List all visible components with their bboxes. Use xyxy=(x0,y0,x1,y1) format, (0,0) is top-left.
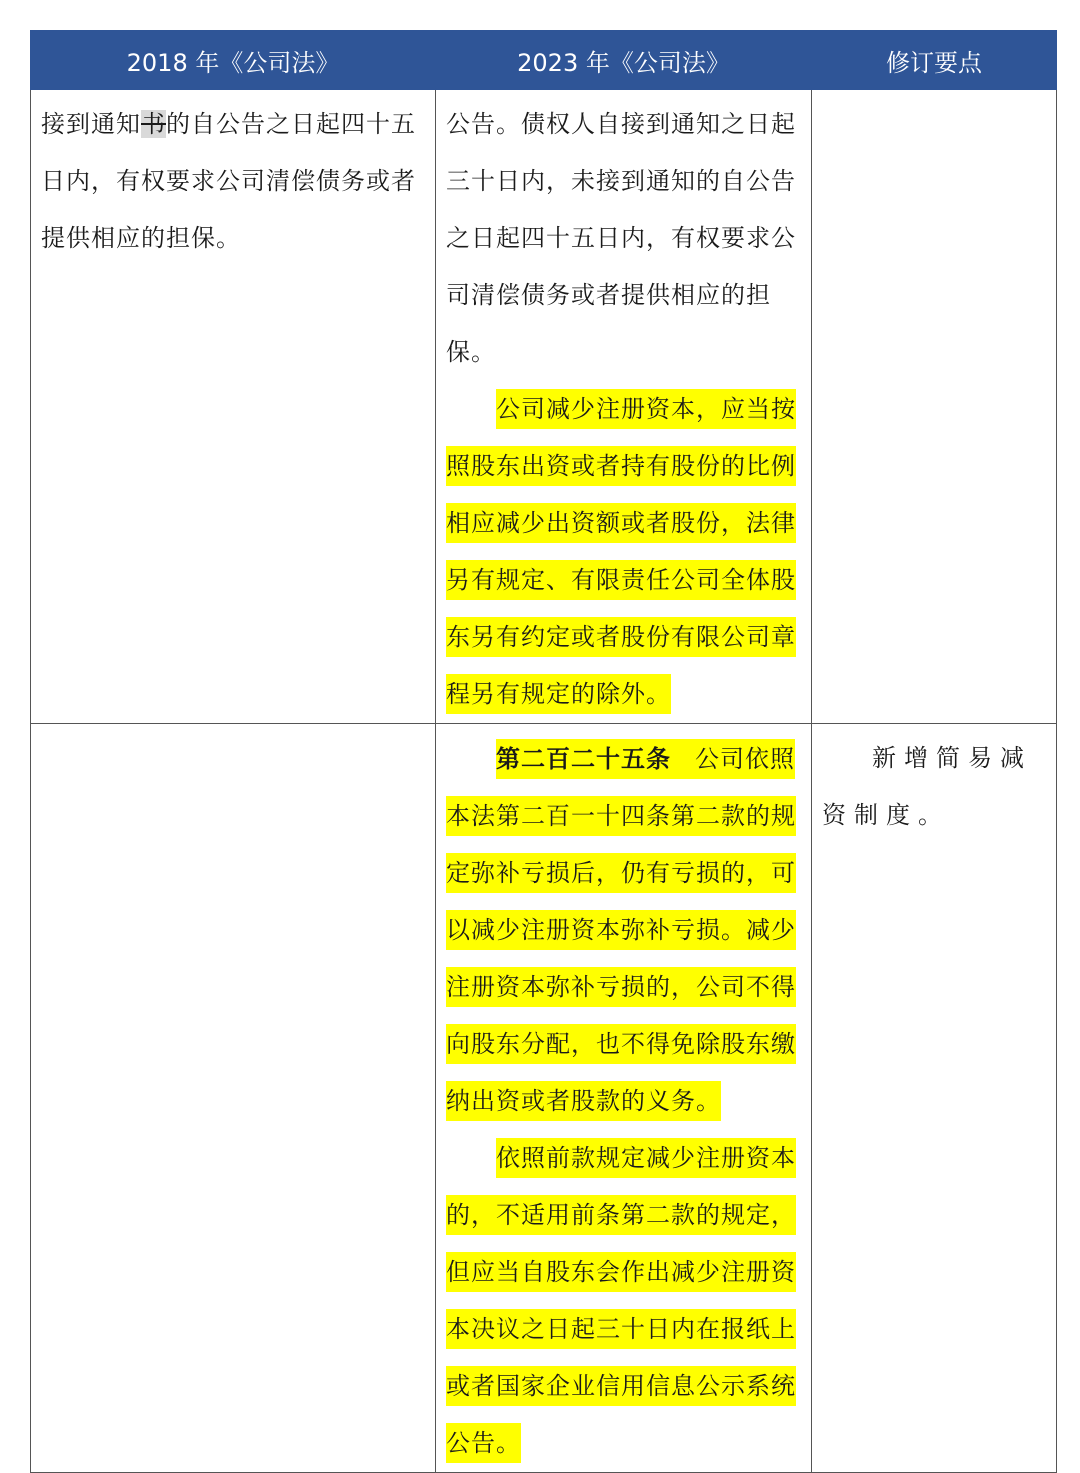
cell-2018-row1 xyxy=(31,90,436,724)
header-2023-law: 2023 年《公司法》 xyxy=(436,31,812,90)
table-row xyxy=(31,90,1057,724)
cell-note-row1 xyxy=(812,90,1057,724)
text-2018-row1-part1: 接到通知 xyxy=(41,110,141,138)
highlighted-text-2023-row2-para1: 公司依照本法第二百一十四条第二款的规定弥补亏损后，仍有亏损的，可以减少注册资本弥补亏损。减少注册资本弥补亏损的，公司不得向股东分配，也不得免除股东缴纳出资或者股款的义务。 xyxy=(446,745,796,1115)
header-revision-points: 修订要点 xyxy=(812,31,1057,90)
cell-2018-row2 xyxy=(31,724,436,1473)
header-2018-law: 2018 年《公司法》 xyxy=(31,31,436,90)
text-2018-row1-part2: 的自公告之日起四十五日内，有权要求公司清偿债务或者提供相应的担保。 xyxy=(41,110,416,252)
cell-2023-row1 xyxy=(436,90,812,724)
highlighted-text-2023-row2-para2: 依照前款规定减少注册资本的，不适用前条第二款的规定，但应当自股东会作出减少注册资本决议之日起三十日内在报纸上或者国家企业信用信息公示系统公告。 xyxy=(446,1138,796,1463)
text-2018-row1 xyxy=(41,96,427,267)
table-header-row xyxy=(31,31,1057,90)
text-2023-row1-para1: 公告。债权人自接到通知之日起三十日内，未接到通知的自公告之日起四十五日内，有权要求公司清偿债务或者提供相应的担保。 xyxy=(446,110,796,366)
highlighted-text-2023-row1-para2: 公司减少注册资本，应当按照股东出资或者持有股份的比例相应减少出资额或者股份，法律另有规定、有限责任公司全体股东另有约定或者股份有限公司章程另有规定的除外。 xyxy=(446,389,796,714)
cell-2023-row2 xyxy=(436,724,812,1473)
comparison-table xyxy=(30,30,1057,1473)
table-row xyxy=(31,724,1057,1473)
cell-note-row2 xyxy=(812,724,1057,1473)
deleted-char: 书 xyxy=(141,110,166,138)
article-225-title: 第二百二十五条 xyxy=(496,744,671,773)
note-row2: 新增简易减资制度。 xyxy=(822,744,1032,829)
